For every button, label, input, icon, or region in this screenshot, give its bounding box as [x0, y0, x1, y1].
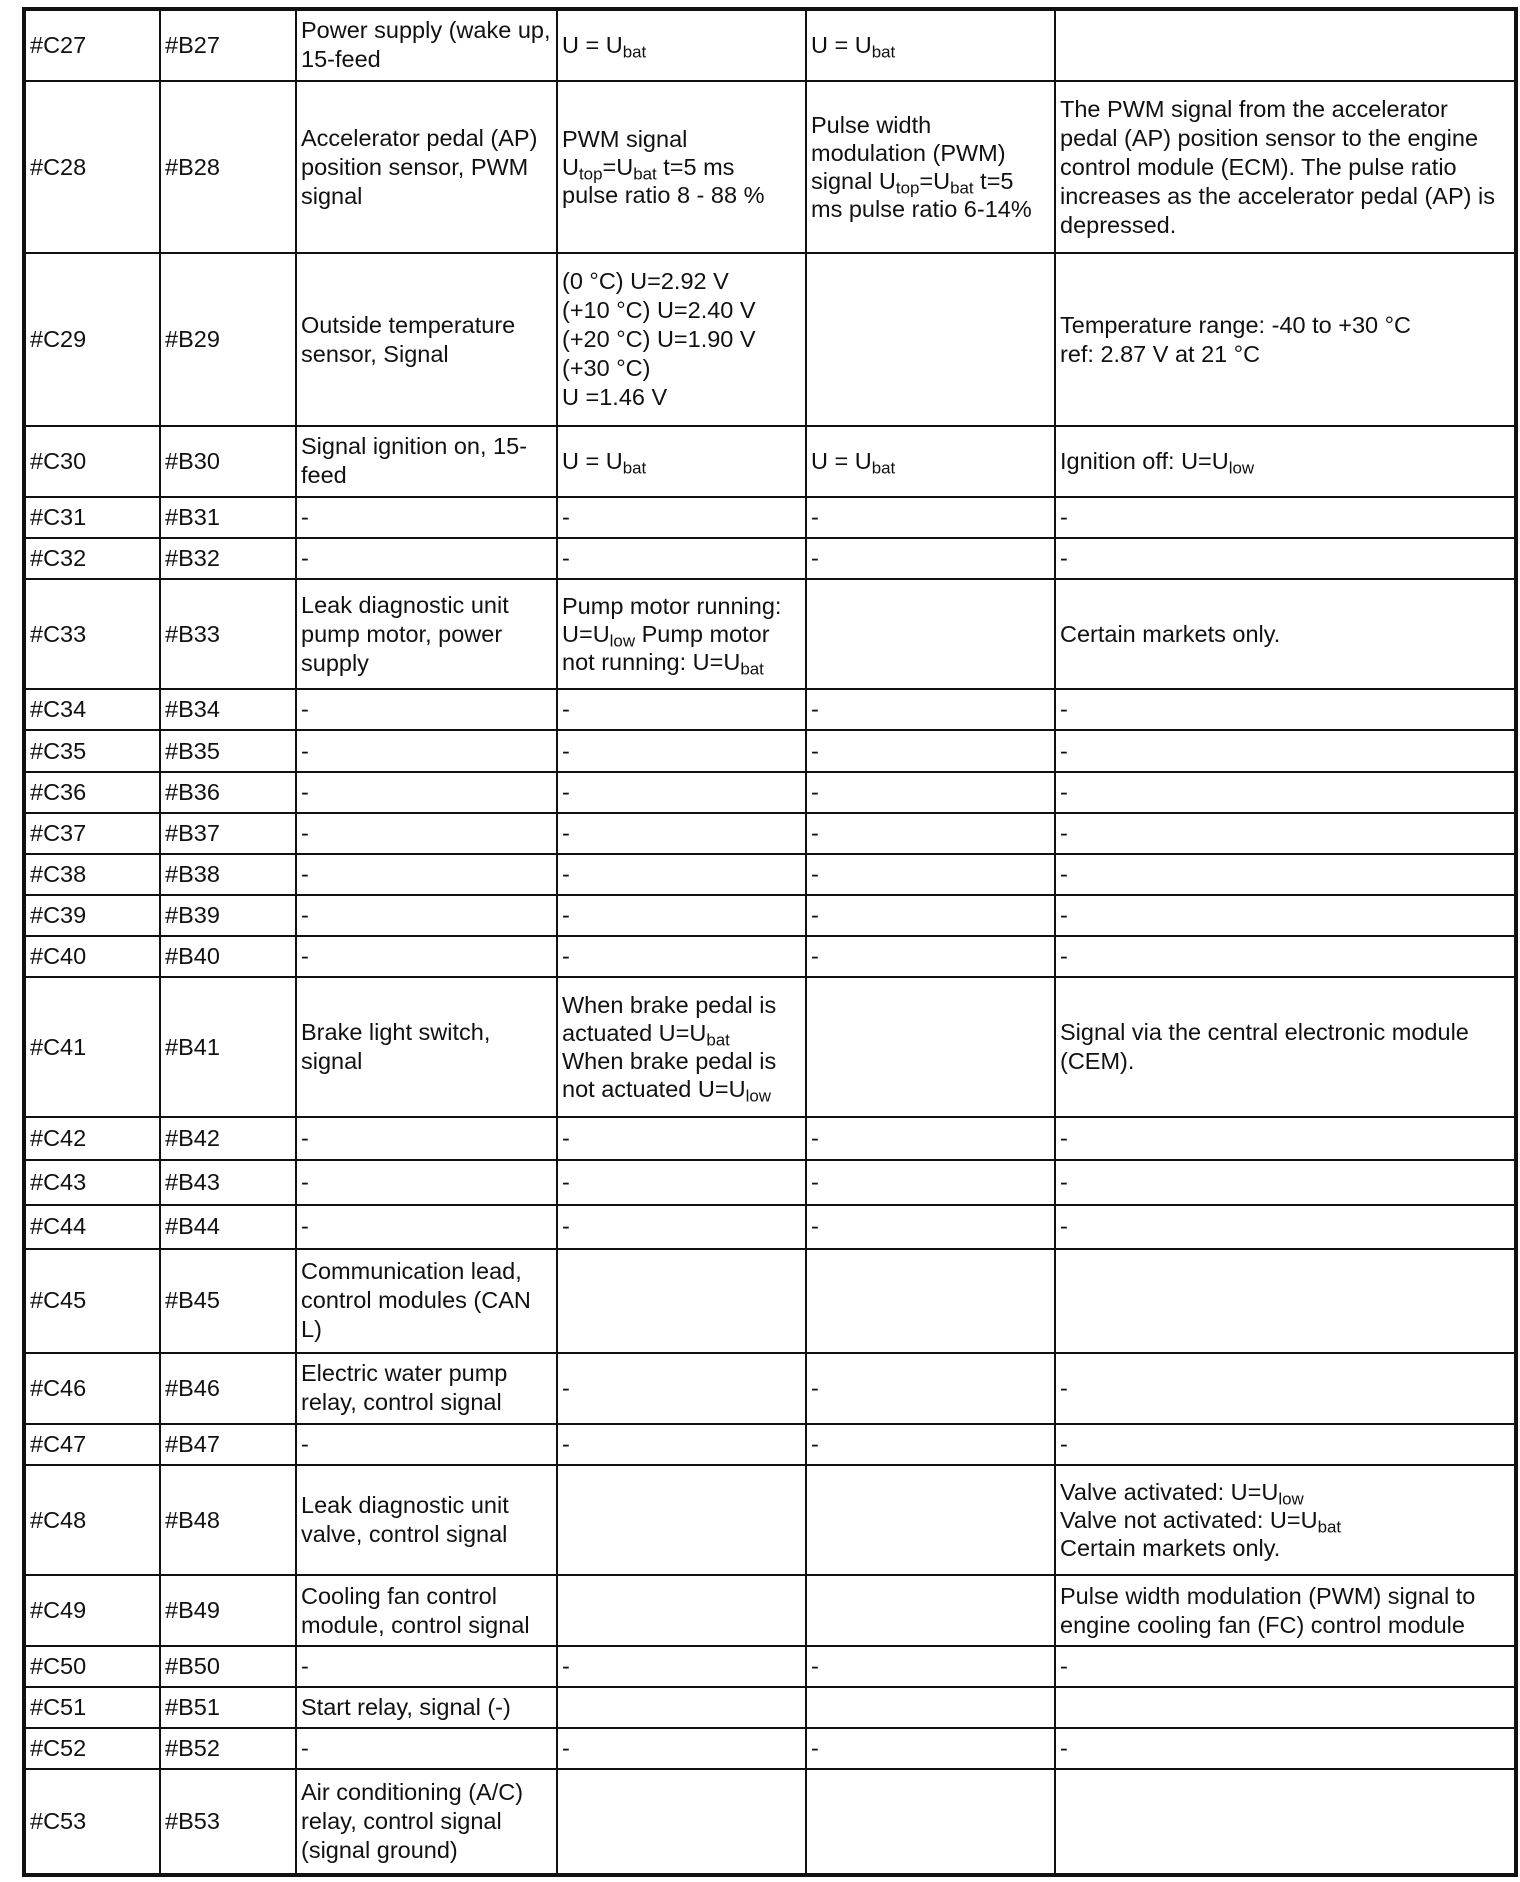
pin-note — [1055, 1769, 1516, 1875]
table-row — [24, 1465, 1516, 1575]
cell-text: - — [1060, 737, 1068, 764]
pin-note — [1055, 1728, 1516, 1769]
table-row — [24, 81, 1516, 254]
cell-text: - — [562, 1374, 570, 1401]
cell-text: - — [1060, 1125, 1068, 1152]
connector-c-pin: #C53 — [24, 1769, 160, 1875]
pin-note — [1055, 1160, 1516, 1205]
subscript-text: low — [1278, 1489, 1304, 1509]
pin-description: - — [296, 936, 557, 977]
cell-text: - — [1060, 1213, 1068, 1240]
measurement-condition-2 — [806, 9, 1055, 81]
pin-note — [1055, 1117, 1516, 1160]
cell-text: =U — [919, 168, 951, 195]
table-row — [24, 977, 1516, 1117]
pin-note — [1055, 1353, 1516, 1424]
subscript-text: bat — [706, 1030, 730, 1050]
measurement-condition-2 — [806, 936, 1055, 977]
measurement-condition-1 — [557, 579, 806, 689]
subscript-text: bat — [622, 43, 647, 63]
cell-text: - — [1060, 1374, 1068, 1401]
subscript-text: bat — [633, 164, 657, 184]
subscript-text: bat — [622, 459, 647, 479]
table-row — [24, 1424, 1516, 1465]
measurement-condition-2 — [806, 538, 1055, 579]
pin-description: - — [296, 813, 557, 854]
pin-note — [1055, 253, 1516, 426]
pin-description: - — [296, 1728, 557, 1769]
measurement-condition-2 — [806, 1117, 1055, 1160]
measurement-condition-2 — [806, 730, 1055, 771]
measurement-condition-2 — [806, 895, 1055, 936]
cell-text: - — [1060, 902, 1068, 928]
pin-description: - — [296, 538, 557, 579]
measurement-condition-1 — [557, 689, 806, 730]
cell-text: Pulse width modulation (PWM) signal to engine cooling fan (FC) control module — [1060, 1582, 1476, 1638]
cell-text: (0 °C) U=2.92 V — [562, 268, 729, 295]
cell-text: - — [1060, 778, 1068, 805]
pin-note — [1055, 772, 1516, 813]
measurement-condition-1 — [557, 730, 806, 771]
measurement-condition-2 — [806, 1646, 1055, 1687]
cell-text: (+10 °C) U=2.40 V — [562, 297, 756, 324]
connector-b-pin: #B33 — [160, 579, 296, 689]
pin-note — [1055, 538, 1516, 579]
table-row — [24, 1728, 1516, 1769]
cell-text: - — [562, 1652, 570, 1679]
measurement-condition-1 — [557, 1769, 806, 1875]
connector-b-pin: #B27 — [160, 9, 296, 81]
cell-text: - — [811, 1125, 819, 1152]
connector-c-pin: #C36 — [24, 772, 160, 813]
table-row — [24, 497, 1516, 538]
connector-c-pin: #C42 — [24, 1117, 160, 1160]
connector-c-pin: #C33 — [24, 579, 160, 689]
measurement-condition-2 — [806, 689, 1055, 730]
connector-c-pin: #C27 — [24, 9, 160, 81]
cell-text: - — [562, 1430, 570, 1457]
cell-text: - — [811, 696, 819, 723]
cell-text: - — [562, 737, 570, 764]
measurement-condition-1 — [557, 538, 806, 579]
cell-text: - — [562, 860, 570, 887]
pin-note — [1055, 730, 1516, 771]
cell-text: - — [811, 503, 819, 530]
pin-description: Cooling fan control module, control signal — [296, 1575, 557, 1646]
connector-b-pin: #B39 — [160, 895, 296, 936]
cell-text: - — [811, 1652, 819, 1679]
measurement-condition-2 — [806, 426, 1055, 497]
connector-b-pin: #B40 — [160, 936, 296, 977]
connector-b-pin: #B34 — [160, 689, 296, 730]
cell-text: - — [811, 1430, 819, 1457]
connector-b-pin: #B31 — [160, 497, 296, 538]
table-row — [24, 1160, 1516, 1205]
connector-b-pin: #B32 — [160, 538, 296, 579]
measurement-condition-1 — [557, 497, 806, 538]
cell-text: When brake pedal is not actuated U=U — [562, 1048, 777, 1103]
pin-description: - — [296, 1424, 557, 1465]
cell-text: The PWM signal from the accelerator pedal (AP) position sensor to the engine control module (ECM). The pulse ratio increases as the accelerator pedal (AP) is depressed. — [1060, 95, 1495, 238]
cell-text: Valve activated: U=U — [1060, 1479, 1279, 1506]
pin-note — [1055, 1424, 1516, 1465]
measurement-condition-2 — [806, 977, 1055, 1117]
pin-description: Brake light switch, signal — [296, 977, 557, 1117]
cell-text: U = U — [562, 448, 623, 475]
pin-description: - — [296, 854, 557, 895]
measurement-condition-1 — [557, 1205, 806, 1248]
connector-c-pin: #C43 — [24, 1160, 160, 1205]
cell-text: - — [562, 1213, 570, 1240]
subscript-text: bat — [740, 659, 764, 679]
connector-c-pin: #C47 — [24, 1424, 160, 1465]
table-row — [24, 1769, 1516, 1875]
cell-text: ref: 2.87 V at 21 °C — [1060, 340, 1261, 367]
pin-note — [1055, 1687, 1516, 1728]
cell-text: - — [811, 778, 819, 805]
cell-text: - — [811, 1169, 819, 1196]
cell-text: - — [562, 1169, 570, 1196]
subscript-text: low — [745, 1086, 771, 1106]
cell-text: - — [811, 860, 819, 887]
measurement-condition-1 — [557, 895, 806, 936]
cell-text: (+20 °C) U=1.90 V — [562, 326, 756, 353]
connector-c-pin: #C40 — [24, 936, 160, 977]
pin-description: - — [296, 1646, 557, 1687]
cell-text: - — [1060, 503, 1068, 530]
connector-b-pin: #B29 — [160, 253, 296, 426]
measurement-condition-1 — [557, 1353, 806, 1424]
cell-text: - — [562, 503, 570, 530]
subscript-text: bat — [1317, 1517, 1342, 1537]
measurement-condition-1 — [557, 1160, 806, 1205]
table-row — [24, 1353, 1516, 1424]
cell-text: U — [562, 154, 579, 181]
cell-text: - — [1060, 1652, 1068, 1679]
connector-b-pin: #B46 — [160, 1353, 296, 1424]
cell-text: - — [1060, 860, 1068, 887]
measurement-condition-2 — [806, 1769, 1055, 1875]
table-row — [24, 772, 1516, 813]
subscript-text: low — [609, 631, 636, 651]
cell-text: - — [1060, 1735, 1068, 1762]
pin-note — [1055, 895, 1516, 936]
pin-note — [1055, 813, 1516, 854]
measurement-condition-1 — [557, 813, 806, 854]
cell-text: - — [811, 737, 819, 764]
connector-c-pin: #C30 — [24, 426, 160, 497]
cell-text: t=5 ms pulse ratio 6-14% — [811, 168, 1032, 223]
connector-b-pin: #B28 — [160, 81, 296, 254]
cell-text: - — [562, 902, 570, 928]
table-row — [24, 9, 1516, 81]
measurement-condition-1 — [557, 1424, 806, 1465]
table-row — [24, 538, 1516, 579]
pin-description: Communication lead, control modules (CAN L) — [296, 1249, 557, 1354]
subscript-text: top — [895, 178, 920, 198]
cell-text: - — [562, 1125, 570, 1152]
cell-text: PWM signal — [562, 126, 688, 153]
connector-c-pin: #C50 — [24, 1646, 160, 1687]
measurement-condition-2 — [806, 1205, 1055, 1248]
connector-c-pin: #C28 — [24, 81, 160, 254]
measurement-condition-2 — [806, 1249, 1055, 1354]
measurement-condition-2 — [806, 1424, 1055, 1465]
connector-c-pin: #C29 — [24, 253, 160, 426]
pin-note — [1055, 1575, 1516, 1646]
connector-b-pin: #B30 — [160, 426, 296, 497]
cell-text: - — [562, 819, 570, 846]
connector-b-pin: #B37 — [160, 813, 296, 854]
cell-text: (+30 °C) — [562, 355, 651, 382]
measurement-condition-2 — [806, 813, 1055, 854]
pin-note — [1055, 1205, 1516, 1248]
pin-note — [1055, 9, 1516, 81]
pin-description: Leak diagnostic unit valve, control signal — [296, 1465, 557, 1575]
pin-table-body — [24, 9, 1516, 1875]
measurement-condition-1 — [557, 1249, 806, 1354]
measurement-condition-2 — [806, 854, 1055, 895]
pin-description: Air conditioning (A/C) relay, control signal (signal ground) — [296, 1769, 557, 1875]
cell-text: - — [562, 778, 570, 805]
table-row — [24, 689, 1516, 730]
cell-text: U = U — [811, 448, 872, 475]
pin-note — [1055, 689, 1516, 730]
pin-description: Signal ignition on, 15-feed — [296, 426, 557, 497]
pin-description: - — [296, 689, 557, 730]
cell-text: t=5 ms — [656, 154, 735, 181]
connector-b-pin: #B43 — [160, 1160, 296, 1205]
measurement-condition-1 — [557, 253, 806, 426]
cell-text: - — [1060, 943, 1068, 970]
pin-note — [1055, 977, 1516, 1117]
measurement-condition-1 — [557, 1575, 806, 1646]
table-row — [24, 895, 1516, 936]
cell-text: Valve not activated: U=U — [1060, 1507, 1318, 1534]
connector-c-pin: #C52 — [24, 1728, 160, 1769]
cell-text: Pump motor not running: U=U — [562, 621, 770, 676]
connector-c-pin: #C31 — [24, 497, 160, 538]
connector-c-pin: #C41 — [24, 977, 160, 1117]
cell-text: - — [1060, 1169, 1068, 1196]
measurement-condition-1 — [557, 772, 806, 813]
cell-text: Temperature range: -40 to +30 °C — [1060, 311, 1411, 338]
table-row — [24, 253, 1516, 426]
measurement-condition-2 — [806, 1353, 1055, 1424]
measurement-condition-2 — [806, 253, 1055, 426]
table-row — [24, 1575, 1516, 1646]
connector-b-pin: #B38 — [160, 854, 296, 895]
connector-c-pin: #C51 — [24, 1687, 160, 1728]
cell-text: - — [811, 902, 819, 928]
measurement-condition-2 — [806, 81, 1055, 254]
connector-b-pin: #B47 — [160, 1424, 296, 1465]
subscript-text: low — [1228, 459, 1255, 479]
subscript-text: bat — [871, 43, 896, 63]
measurement-condition-2 — [806, 497, 1055, 538]
pin-description: - — [296, 895, 557, 936]
connector-c-pin: #C46 — [24, 1353, 160, 1424]
pin-description: - — [296, 772, 557, 813]
pin-description: - — [296, 1205, 557, 1248]
cell-text: - — [562, 544, 570, 571]
measurement-condition-1 — [557, 977, 806, 1117]
measurement-condition-1 — [557, 854, 806, 895]
measurement-condition-2 — [806, 772, 1055, 813]
table-row — [24, 730, 1516, 771]
pin-description: Outside temperature sensor, Signal — [296, 253, 557, 426]
measurement-condition-1 — [557, 426, 806, 497]
table-row — [24, 1646, 1516, 1687]
subscript-text: bat — [950, 178, 974, 198]
connector-b-pin: #B41 — [160, 977, 296, 1117]
pin-description: Start relay, signal (-) — [296, 1687, 557, 1728]
measurement-condition-1 — [557, 1646, 806, 1687]
connector-c-pin: #C32 — [24, 538, 160, 579]
cell-text: U =1.46 V — [562, 384, 668, 411]
connector-b-pin: #B51 — [160, 1687, 296, 1728]
measurement-condition-1 — [557, 936, 806, 977]
pin-note — [1055, 497, 1516, 538]
cell-text: - — [562, 696, 570, 723]
connector-c-pin: #C39 — [24, 895, 160, 936]
cell-text: U = U — [562, 32, 623, 59]
table-row — [24, 1687, 1516, 1728]
cell-text: - — [811, 544, 819, 571]
pin-table — [22, 7, 1518, 1877]
cell-text: - — [1060, 696, 1068, 723]
subscript-text: bat — [871, 459, 896, 479]
cell-text: U = U — [811, 32, 872, 59]
pin-note — [1055, 426, 1516, 497]
cell-text: - — [562, 943, 570, 970]
measurement-condition-2 — [806, 1575, 1055, 1646]
cell-text: Pulse width modulation (PWM) signal U — [811, 112, 1006, 195]
pin-note — [1055, 579, 1516, 689]
table-row — [24, 1117, 1516, 1160]
pin-note — [1055, 936, 1516, 977]
measurement-condition-1 — [557, 81, 806, 254]
connector-b-pin: #B48 — [160, 1465, 296, 1575]
connector-b-pin: #B42 — [160, 1117, 296, 1160]
pin-note — [1055, 81, 1516, 254]
connector-c-pin: #C49 — [24, 1575, 160, 1646]
cell-text: - — [811, 819, 819, 846]
connector-c-pin: #C35 — [24, 730, 160, 771]
table-row — [24, 1205, 1516, 1248]
pin-description: Leak diagnostic unit pump motor, power supply — [296, 579, 557, 689]
table-row — [24, 426, 1516, 497]
measurement-condition-2 — [806, 579, 1055, 689]
measurement-condition-2 — [806, 1687, 1055, 1728]
connector-b-pin: #B49 — [160, 1575, 296, 1646]
pin-description: - — [296, 730, 557, 771]
pin-description: - — [296, 1117, 557, 1160]
connector-b-pin: #B52 — [160, 1728, 296, 1769]
cell-text: Pump motor running: U=U — [562, 593, 782, 648]
cell-text: Signal via the central electronic module (CEM). — [1060, 1019, 1469, 1075]
connector-b-pin: #B44 — [160, 1205, 296, 1248]
table-row — [24, 854, 1516, 895]
connector-b-pin: #B50 — [160, 1646, 296, 1687]
subscript-text: top — [578, 164, 603, 184]
measurement-condition-1 — [557, 1117, 806, 1160]
pin-note — [1055, 1646, 1516, 1687]
measurement-condition-2 — [806, 1160, 1055, 1205]
pin-note — [1055, 1465, 1516, 1575]
pin-description: - — [296, 497, 557, 538]
pin-description: Power supply (wake up, 15-feed — [296, 9, 557, 81]
table-row — [24, 579, 1516, 689]
connector-c-pin: #C34 — [24, 689, 160, 730]
measurement-condition-2 — [806, 1465, 1055, 1575]
cell-text: - — [1060, 1430, 1068, 1457]
cell-text: =U — [602, 154, 634, 181]
measurement-condition-1 — [557, 9, 806, 81]
table-row — [24, 936, 1516, 977]
measurement-condition-1 — [557, 1465, 806, 1575]
connector-c-pin: #C48 — [24, 1465, 160, 1575]
pin-description: - — [296, 1160, 557, 1205]
cell-text: - — [811, 1735, 819, 1762]
measurement-condition-1 — [557, 1728, 806, 1769]
cell-text: - — [562, 1735, 570, 1762]
pin-description: Accelerator pedal (AP) position sensor, PWM signal — [296, 81, 557, 254]
cell-text: - — [1060, 819, 1068, 846]
connector-c-pin: #C37 — [24, 813, 160, 854]
pin-description: Electric water pump relay, control signal — [296, 1353, 557, 1424]
connector-b-pin: #B53 — [160, 1769, 296, 1875]
connector-c-pin: #C38 — [24, 854, 160, 895]
measurement-condition-1 — [557, 1687, 806, 1728]
cell-text: Certain markets only. — [1060, 1535, 1281, 1562]
cell-text: - — [1060, 544, 1068, 571]
measurement-condition-2 — [806, 1728, 1055, 1769]
cell-text: Certain markets only. — [1060, 620, 1281, 647]
cell-text: pulse ratio 8 - 88 % — [562, 182, 765, 209]
cell-text: - — [811, 943, 819, 970]
connector-c-pin: #C44 — [24, 1205, 160, 1248]
cell-text: - — [811, 1213, 819, 1240]
table-row — [24, 813, 1516, 854]
connector-b-pin: #B36 — [160, 772, 296, 813]
connector-b-pin: #B35 — [160, 730, 296, 771]
connector-c-pin: #C45 — [24, 1249, 160, 1354]
cell-text: - — [811, 1374, 819, 1401]
table-row — [24, 1249, 1516, 1354]
connector-b-pin: #B45 — [160, 1249, 296, 1354]
cell-text: Ignition off: U=U — [1060, 448, 1229, 475]
pin-note — [1055, 1249, 1516, 1354]
cell-text: When brake pedal is actuated U=U — [562, 992, 777, 1047]
pin-note — [1055, 854, 1516, 895]
